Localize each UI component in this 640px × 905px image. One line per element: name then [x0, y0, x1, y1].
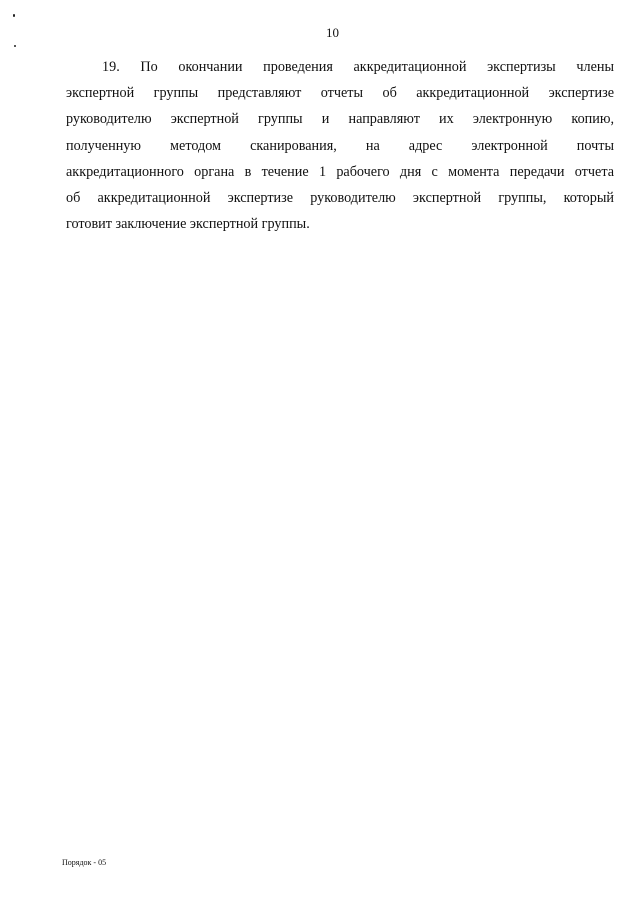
paragraph-line: об аккредитационной экспертизе руководителю экспертной группы, который [66, 189, 614, 206]
scan-speck [13, 14, 15, 17]
paragraph-line: 19. По окончании проведения аккредитационной экспертизы члены [102, 59, 614, 75]
paragraph-line: руководителю экспертной группы и направляют их электронную копию, [66, 111, 614, 128]
scan-speck [14, 45, 16, 47]
paragraph-19 [66, 54, 614, 237]
page-number: 10 [326, 25, 339, 40]
paragraph-line: экспертной группы представляют отчеты об аккредитационной экспертизе [66, 85, 614, 102]
footer-document-code: Порядок - 05 [62, 858, 107, 867]
paragraph-line: аккредитационного органа в течение 1 рабочего дня с момента передачи отчета [66, 163, 614, 180]
paragraph-line: полученную методом сканирования, на адрес электронной почты [66, 137, 614, 154]
paragraph-line: готовит заключение экспертной группы. [66, 216, 310, 233]
